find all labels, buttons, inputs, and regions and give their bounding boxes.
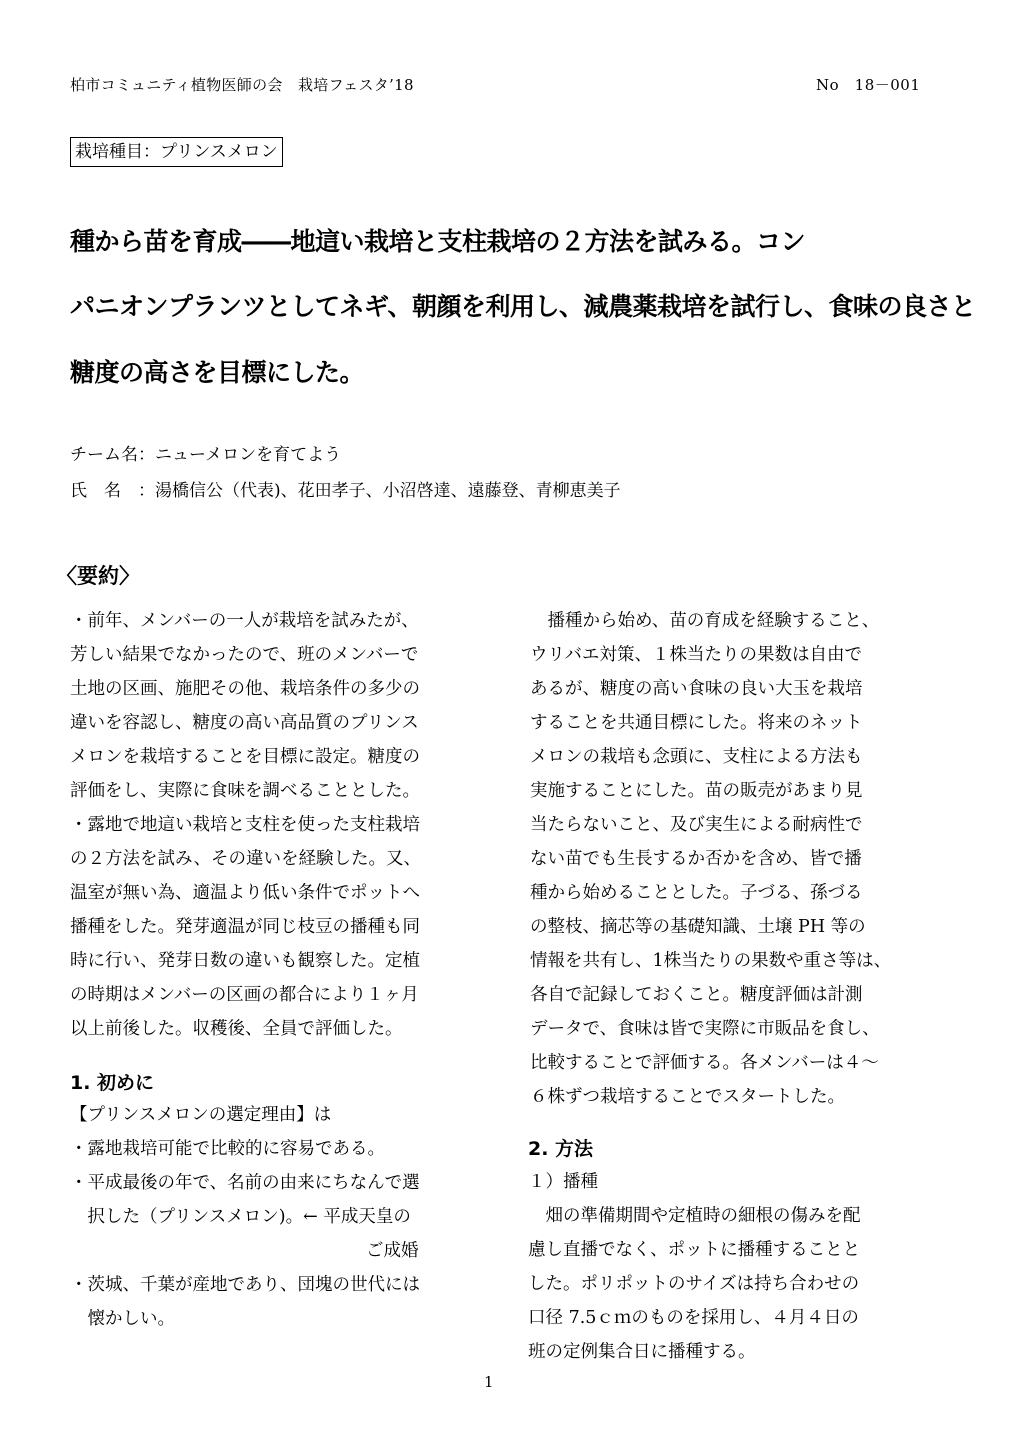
sowing-text-line: 慮し直播でなく、ポットに播種することと bbox=[528, 1240, 861, 1260]
summary-heading: 〈要約〉 bbox=[56, 564, 140, 588]
summary-right-line: 実施することにした。苗の販売があまり見 bbox=[530, 781, 863, 801]
summary-right-line: ウリバエ対策、１株当たりの果数は自由で bbox=[530, 645, 862, 665]
section-1-heading: 1. 初めに bbox=[70, 1072, 155, 1094]
team-name: チーム名：ニューメロンを育てよう bbox=[70, 445, 342, 465]
reason-bullet-2-line-3: ご成婚 bbox=[366, 1241, 419, 1261]
reason-bullet-3-line-2: 懐かしい。 bbox=[70, 1309, 175, 1329]
summary-right-line: 比較することで評価する。各メンバーは４～ bbox=[530, 1053, 879, 1073]
summary-left-line: の２方法を試み、その違いを経験した。又、 bbox=[70, 849, 422, 869]
summary-left-line: 違いを容認し、糖度の高い高品質のプリンス bbox=[70, 713, 419, 733]
summary-right-line: の整枝、摘芯等の基礎知識、土壌 PH 等の bbox=[530, 917, 866, 937]
summary-right-line: あるが、糖度の高い食味の良い大玉を栽培 bbox=[530, 679, 863, 699]
document-number: No 18－001 bbox=[816, 76, 921, 94]
summary-right-line: メロンの栽培も念頭に、支柱による方法も bbox=[530, 747, 863, 767]
reason-bullet-3-line-1: ・茨城、千葉が産地であり、団塊の世代には bbox=[70, 1275, 420, 1295]
reason-bullet-2-line-1: ・平成最後の年で、名前の由来にちなんで選 bbox=[70, 1173, 420, 1193]
summary-left-line: 播種をした。発芽適温が同じ枝豆の播種も同 bbox=[70, 917, 420, 937]
summary-right-line: ６株ずつ栽培することでスタートした。 bbox=[530, 1087, 845, 1107]
title-line-2: パニオンプランツとしてネギ、朝顔を利用し、減農薬栽培を試行し、食味の良さと bbox=[70, 292, 976, 321]
summary-left-line: 時に行い、発芽日数の違いも観察した。定植 bbox=[70, 951, 420, 971]
summary-left-line: ・前年、メンバーの一人が栽培を試みたが、 bbox=[70, 611, 419, 631]
summary-right-line: 播種から始め、苗の育成を経験すること、 bbox=[530, 611, 880, 631]
summary-left-line: メロンを栽培することを目標に設定。糖度の bbox=[70, 747, 420, 767]
sowing-text-line: 畑の準備期間や定植時の細根の傷みを配 bbox=[528, 1206, 861, 1226]
sowing-text-line: 口径 7.5ｃｍのものを採用し、４月４日の bbox=[528, 1308, 859, 1328]
sowing-text-line: 班の定例集合日に播種する。 bbox=[528, 1342, 756, 1362]
title-line-1: 種から苗を育成――地這い栽培と支柱栽培の２方法を試みる。コン bbox=[70, 227, 806, 256]
summary-right-line: データで、食味は皆で実際に市販品を食し、 bbox=[530, 1019, 880, 1039]
summary-left-column bbox=[70, 604, 421, 1046]
summary-right-column bbox=[530, 604, 891, 1114]
summary-left-line: 以上前後した。収穫後、全員で評価した。 bbox=[70, 1019, 403, 1039]
summary-right-line: 情報を共有し、1株当たりの果数や重さ等は、 bbox=[530, 951, 892, 971]
page-number: 1 bbox=[484, 1373, 494, 1391]
reason-bullet-2-line-2: 択した（プリンスメロン)。← 平成天皇の bbox=[70, 1207, 411, 1227]
reason-bullet-1: ・露地栽培可能で比較的に容易である。 bbox=[70, 1139, 385, 1159]
summary-right-line: 種から始めることとした。子づる、孫づる bbox=[530, 883, 863, 903]
summary-right-line: 各自で記録しておくこと。糖度評価は計測 bbox=[530, 985, 863, 1005]
team-members: 氏 名 ：湯橋信公（代表)、花田孝子、小沼啓達、遠藤登、青柳恵美子 bbox=[70, 481, 621, 501]
sowing-text-line: した。ポリポットのサイズは持ち合わせの bbox=[528, 1274, 860, 1294]
summary-left-line: 評価をし、実際に食味を調べることとした。 bbox=[70, 781, 420, 801]
summary-right-line: することを共通目標にした。将来のネット bbox=[530, 713, 863, 733]
summary-left-line: 芳しい結果でなかったので、班のメンバーで bbox=[70, 645, 419, 665]
summary-left-line: の時期はメンバーの区画の都合により１ヶ月 bbox=[70, 985, 419, 1005]
summary-left-line: 温室が無い為、適温より低い条件でポットへ bbox=[70, 883, 420, 903]
summary-right-line: ない苗でも生長するか否かを含め、皆で播 bbox=[530, 849, 862, 869]
cultivation-variety-label: 栽培種目：プリンスメロン bbox=[70, 137, 283, 167]
header-organization: 柏市コミュニティ植物医師の会 栽培フェスタ’18 bbox=[70, 76, 414, 94]
section-2-heading: 2. 方法 bbox=[528, 1138, 594, 1160]
summary-left-line: 土地の区画、施肥その他、栽培条件の多少の bbox=[70, 679, 420, 699]
summary-right-line: 当たらないこと、及び実生による耐病性で bbox=[530, 815, 863, 835]
selection-reason-title: 【プリンスメロンの選定理由】は bbox=[70, 1105, 332, 1125]
title-line-3: 糖度の高さを目標にした。 bbox=[70, 358, 365, 387]
method-subheading-sowing: １）播種 bbox=[528, 1172, 598, 1192]
summary-left-line: ・露地で地這い栽培と支柱を使った支柱栽培 bbox=[70, 815, 420, 835]
